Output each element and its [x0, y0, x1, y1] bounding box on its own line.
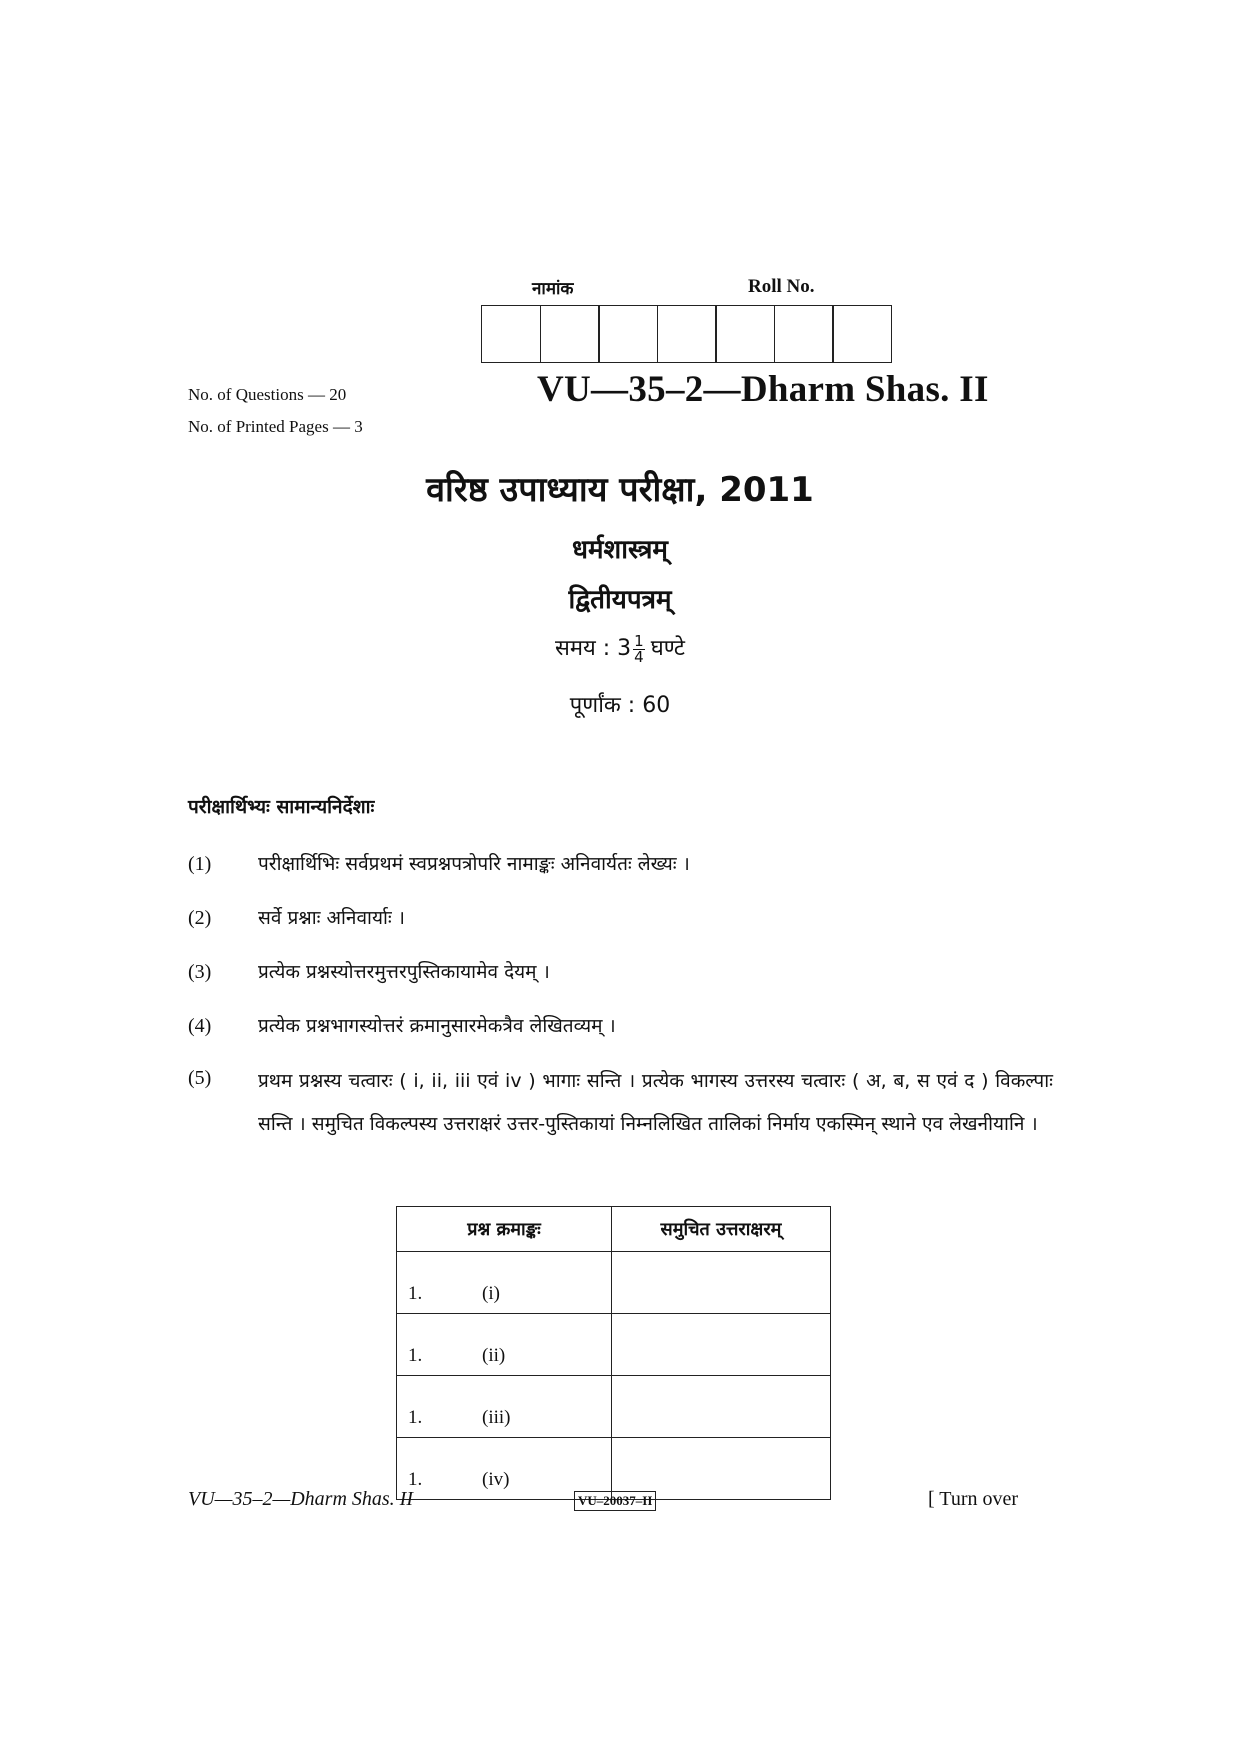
instruction-item: [188, 954, 1053, 990]
roll-box[interactable]: [657, 305, 717, 363]
total-marks: पूर्णांक : 60: [569, 693, 671, 718]
time-fraction: [633, 631, 645, 666]
question-part: (i): [482, 1283, 500, 1304]
instruction-number: (3): [188, 961, 212, 983]
instruction-number: (4): [188, 1015, 212, 1037]
roll-box[interactable]: [540, 305, 600, 363]
subject-title: धर्मशास्त्रम्: [572, 535, 668, 565]
fraction-denominator: 4: [634, 647, 644, 666]
instruction-item: [188, 846, 1053, 882]
footer-serial-code: VU–20037–II: [574, 1491, 656, 1511]
roll-label-hindi: नामांक: [532, 279, 574, 299]
instruction-item: [188, 1008, 1053, 1044]
question-number: 1.: [408, 1407, 423, 1428]
table-row: [397, 1252, 831, 1314]
footer-paper-code: VU—35–2—Dharm Shas. II: [188, 1488, 413, 1510]
time-allowed: [0, 632, 1240, 665]
question-number: 1.: [408, 1283, 423, 1304]
roll-box[interactable]: [481, 305, 541, 363]
table-row: [397, 1314, 831, 1376]
roll-number-boxes: [481, 305, 891, 363]
question-cell: [397, 1376, 612, 1438]
table-header-row: [397, 1207, 831, 1252]
paper-title: द्वितीयपत्रम्: [568, 585, 672, 615]
answer-cell[interactable]: [612, 1314, 831, 1376]
column-header-answer: समुचित उत्तराक्षरम्: [612, 1207, 831, 1252]
instruction-number: (1): [188, 853, 212, 875]
roll-box[interactable]: [715, 305, 775, 363]
instructions-heading: परीक्षार्थिभ्यः सामान्यनिर्देशाः: [188, 796, 375, 818]
question-part: (iii): [482, 1407, 511, 1428]
column-header-question: प्रश्न क्रमाङ्कः: [397, 1207, 612, 1252]
answer-cell[interactable]: [612, 1376, 831, 1438]
instruction-text: प्रत्येक प्रश्नस्योत्तरमुत्तरपुस्तिकायामेव देयम् ।: [258, 961, 550, 983]
answer-table: [396, 1206, 831, 1500]
time-unit: घण्टे: [650, 636, 686, 661]
table-row: [397, 1376, 831, 1438]
time-label: समय : 3: [554, 636, 632, 661]
instruction-number: (2): [188, 907, 212, 929]
page-count: No. of Printed Pages — 3: [188, 417, 363, 436]
exam-title: वरिष्ठ उपाध्याय परीक्षा, 2011: [426, 470, 814, 510]
instruction-number: (5): [188, 1067, 212, 1089]
fraction-numerator: 1: [634, 631, 644, 650]
question-number: 1.: [408, 1345, 423, 1366]
instruction-text: सर्वे प्रश्नाः अनिवार्याः ।: [258, 907, 405, 929]
roll-label-english: Roll No.: [748, 276, 815, 297]
instruction-text: प्रत्येक प्रश्नभागस्योत्तरं क्रमानुसारमेकत्रैव लेखितव्यम् ।: [258, 1015, 616, 1037]
roll-box[interactable]: [598, 305, 658, 363]
question-cell: [397, 1314, 612, 1376]
turn-over-note: [ Turn over: [928, 1488, 1019, 1510]
answer-cell[interactable]: [612, 1252, 831, 1314]
instruction-text: परीक्षार्थिभिः सर्वप्रथमं स्वप्रश्नपत्रोपरि नामाङ्कः अनिवार्यतः लेख्यः ।: [258, 853, 690, 875]
question-part: (iv): [482, 1469, 510, 1490]
question-number: 1.: [408, 1469, 423, 1490]
instruction-item: [188, 900, 1053, 936]
roll-box[interactable]: [832, 305, 892, 363]
roll-number-labels: [482, 276, 902, 306]
roll-box[interactable]: [774, 305, 834, 363]
instruction-text: प्रथम प्रश्नस्य चत्वारः ( i, ii, iii एवं iv ) भागाः सन्ति । प्रत्येक भागस्य उत्तरस्य चत्वारः ( अ, ब, स एवं द ) विकल्पाः सन्ति । समुचित विकल्पस्य उत्तराक्षरं उत्तर-पुस्तिकायां निम्नलिखित तालिकां निर्माय एकस्मिन् स्थाने एव लेखनीयानि ।: [258, 1070, 1053, 1135]
question-cell: [397, 1252, 612, 1314]
question-part: (ii): [482, 1345, 506, 1366]
paper-code-title: VU—35–2—Dharm Shas. II: [537, 369, 989, 410]
question-count: No. of Questions — 20: [188, 385, 347, 404]
instruction-item: [188, 1060, 1053, 1146]
